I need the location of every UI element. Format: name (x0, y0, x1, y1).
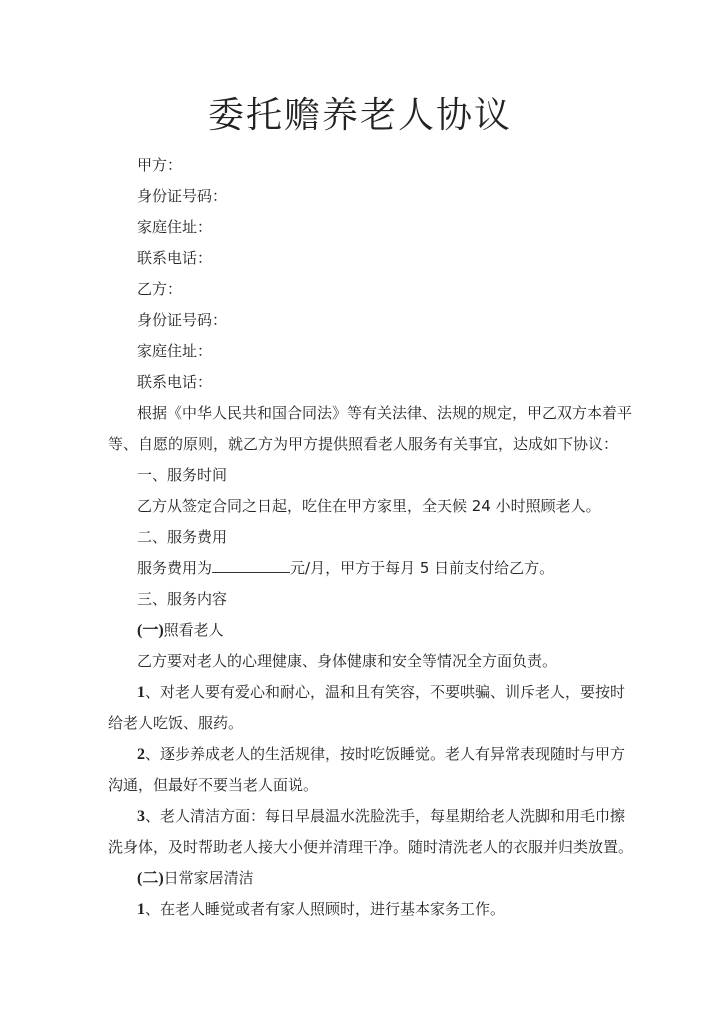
item-text: 、对老人要有爱心和耐心，温和且有笑容，不要哄骗、训斥老人，要按时 (145, 683, 626, 701)
section1-heading: 一、服务时间 (137, 466, 228, 484)
section1-text: 乙方从签定合同之日起，吃住在甲方家里，全天候 24 小时照顾老人。 (137, 497, 601, 515)
sub1-heading-num: (一) (137, 622, 164, 639)
item-number: 3 (137, 808, 145, 825)
party-a-phone-label: 联系电话： (137, 249, 213, 267)
item-number: 1 (137, 901, 145, 918)
preamble-line-2: 等、自愿的原则，就乙方为甲方提供照看老人服务有关事宜，达成如下协议： (108, 435, 619, 453)
sub1-item3-line1 (137, 806, 625, 827)
item-number: 1 (137, 684, 145, 701)
sub1-heading-text: 照看老人 (163, 621, 224, 639)
party-a-id-label: 身份证号码： (137, 187, 228, 205)
sub1-item1-line1 (137, 682, 625, 703)
fee-text-after: 元/月，甲方于每月 5 日前支付给乙方。 (290, 559, 555, 577)
party-b-address-label: 家庭住址： (137, 342, 213, 360)
item-text: 、在老人睡觉或者有家人照顾时，进行基本家务工作。 (145, 900, 506, 918)
preamble-line-1: 根据《中华人民共和国合同法》等有关法律、法规的规定，甲乙双方本着平 (137, 404, 633, 422)
sub1-item2-line1 (137, 744, 625, 765)
sub1-item2-line2: 沟通，但最好不要当老人面说。 (108, 776, 319, 794)
item-text: 、逐步养成老人的生活规律，按时吃饭睡觉。老人有异常表现随时与甲方 (145, 745, 626, 763)
sub1-intro: 乙方要对老人的心理健康、身体健康和安全等情况全方面负责。 (137, 652, 558, 670)
document-title: 委托赡养老人协议 (207, 95, 512, 136)
section2-heading: 二、服务费用 (137, 528, 228, 546)
sub1-item3-line2: 洗身体，及时帮助老人接大小便并清理干净。随时清洗老人的衣服并归类放置。 (108, 838, 634, 856)
fee-blank-field (212, 558, 290, 573)
item-text: 、老人清洁方面：每日早晨温水洗脸洗手，每星期给老人洗脚和用毛巾擦 (145, 807, 626, 825)
fee-text-before: 服务费用为 (137, 559, 213, 577)
party-a-address-label: 家庭住址： (137, 218, 213, 236)
sub1-heading (137, 620, 224, 641)
sub2-heading-num: (二) (137, 870, 164, 887)
party-b-phone-label: 联系电话： (137, 373, 213, 391)
party-b-name-label: 乙方： (137, 280, 183, 298)
sub2-heading (137, 868, 254, 889)
party-b-id-label: 身份证号码： (137, 311, 228, 329)
section3-heading: 三、服务内容 (137, 590, 228, 608)
item-number: 2 (137, 746, 145, 763)
section2-text (137, 558, 554, 578)
sub2-item1 (137, 899, 505, 920)
sub1-item1-line2: 给老人吃饭、服药。 (108, 714, 244, 732)
sub2-heading-text: 日常家居清洁 (163, 869, 254, 887)
party-a-name-label: 甲方： (137, 156, 183, 174)
